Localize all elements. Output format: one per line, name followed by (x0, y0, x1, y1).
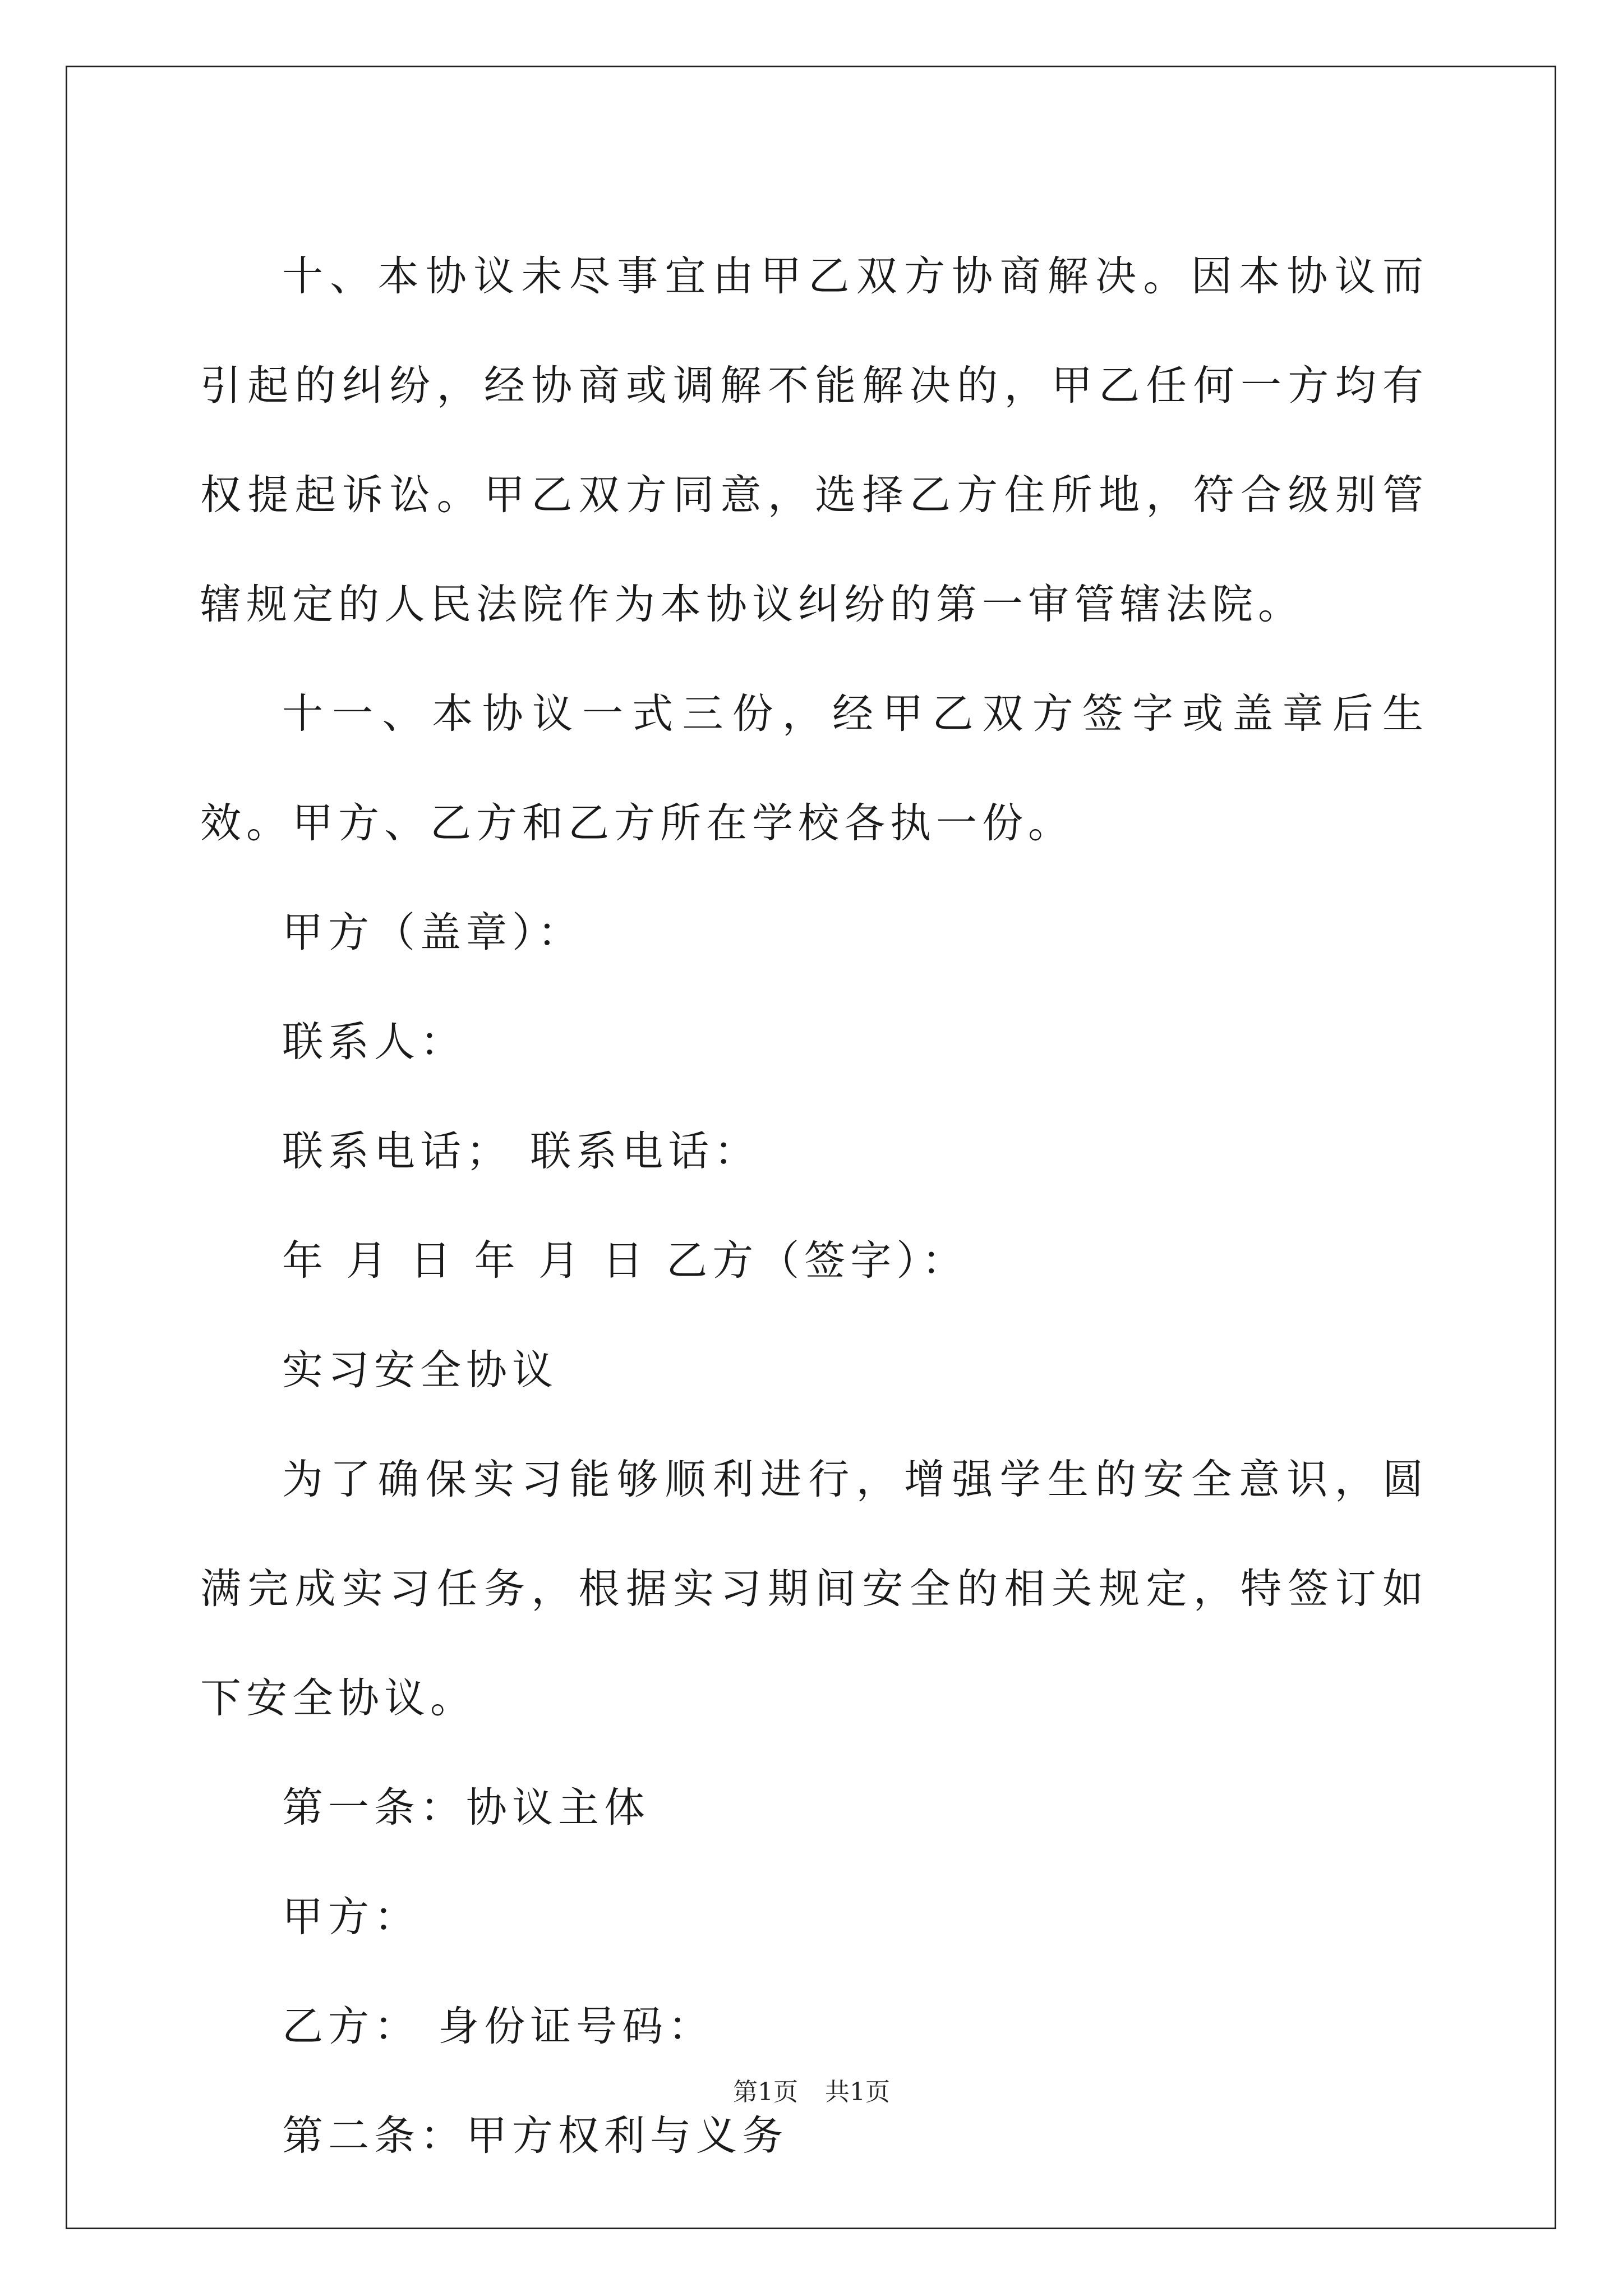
article-2-heading: 第二条：甲方权利与义务 (282, 2112, 788, 2160)
document-body (200, 222, 1428, 2191)
page-number-total: 共1页 (825, 2078, 890, 2106)
paragraph-date-signature: 年 月 日 年 月 日 乙方（签字）： (282, 1237, 968, 1285)
page-footer (0, 2076, 1623, 2109)
paragraph-copies: 十一、本协议一式三份，经甲乙双方签字或盖章后生效。甲方、乙方和乙方所在学校各执一份。 (200, 690, 1428, 847)
section-title-safety-agreement: 实习安全协议 (282, 1346, 558, 1394)
article-1-heading: 第一条：协议主体 (282, 1784, 650, 1832)
page-number-current: 第1页 (733, 2078, 798, 2106)
paragraph-dispute-resolution: 十、本协议未尽事宜由甲乙双方协商解决。因本协议而引起的纠纷，经协商或调解不能解决的，甲乙任何一方均有权提起诉讼。甲乙双方同意，选择乙方住所地，符合级别管辖规定的人民法院作为本协议纠纷的第一审管辖法院。 (200, 252, 1428, 628)
paragraph-party-b-id: 乙方： 身份证号码： (282, 2003, 714, 2050)
paragraph-party-a: 甲方： (282, 1893, 420, 1941)
paragraph-party-a-seal: 甲方（盖章）： (282, 909, 584, 956)
paragraph-purpose: 为了确保实习能够顺利进行，增强学生的安全意识，圆满完成实习任务，根据实习期间安全的相关规定，特签订如下安全协议。 (200, 1456, 1428, 1722)
paragraph-contact-person: 联系人： (282, 1018, 466, 1066)
paragraph-contact-phone: 联系电话； 联系电话： (282, 1128, 760, 1175)
